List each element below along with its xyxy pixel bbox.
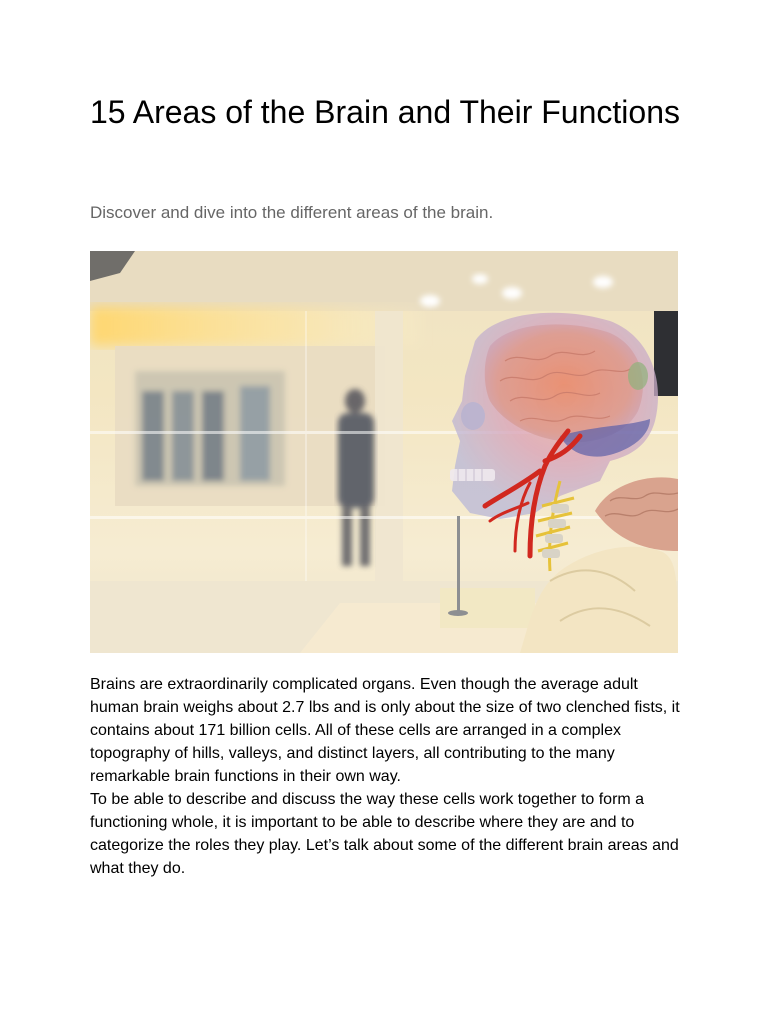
- article-body: [90, 673, 690, 880]
- article-title: 15 Areas of the Brain and Their Functions: [90, 94, 680, 130]
- body-paragraph: To be able to describe and discuss the way these cells work together to form a functioning whole, it is important to be able to describe where they are and to categorize the roles they play. Let’s talk about some of the different brain areas and what they do.: [90, 791, 679, 877]
- body-paragraph: Brains are extraordinarily complicated organs. Even though the average adult human brain weighs about 2.7 lbs and is only about the size of two clenched fists, it contains about 171 billion cells. All of these cells are arranged in a complex topography of hills, valleys, and distinct layers, all contributing to the many remarkable brain functions in their own way.: [90, 676, 680, 785]
- brain-model-photo: [90, 251, 678, 653]
- article-subtitle: Discover and dive into the different areas of the brain.: [90, 203, 494, 222]
